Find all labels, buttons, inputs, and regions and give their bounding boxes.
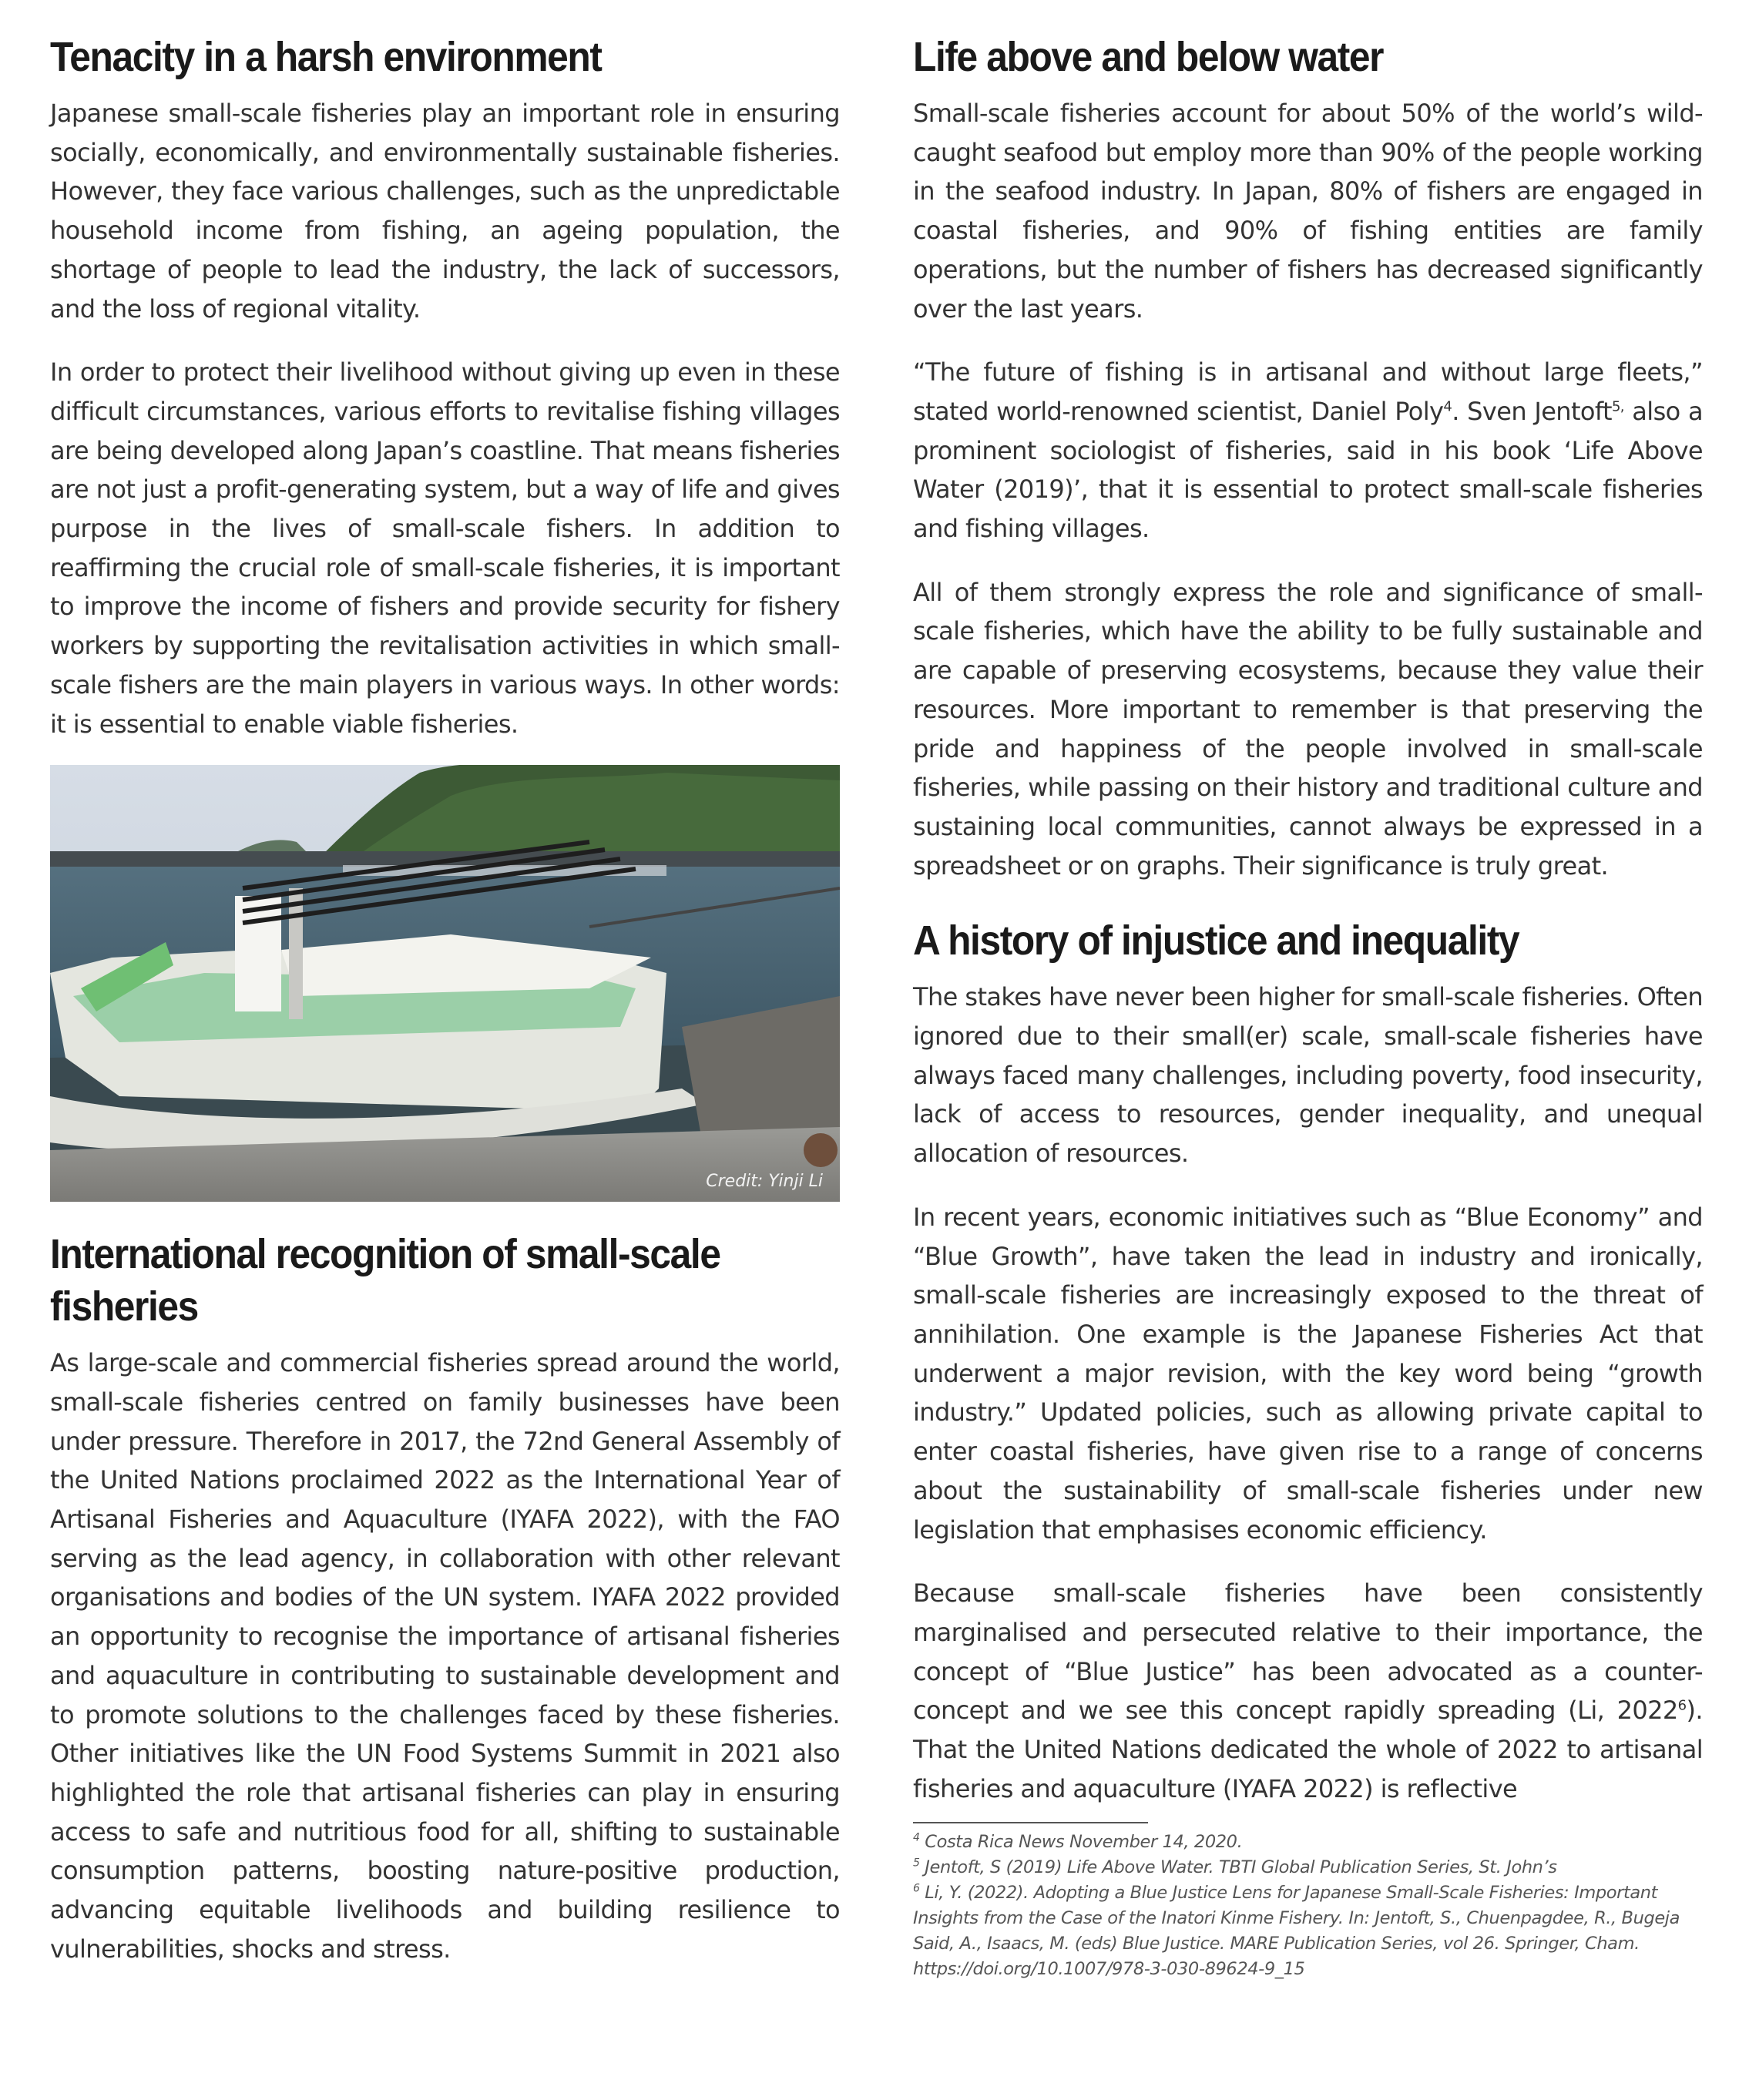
paragraph-life-1: Small-scale fisheries account for about 50% of the world’s wild-caught seafood but employ more than 90% of the people working in the seafood industry. In Japan, 80% of fishers are engaged in coastal fisheries, and 90% of fishing entities are family operations, but the number of fishers has decreased significantly over the last years.	[913, 99, 1703, 324]
footnote-text: Jentoft, S (2019) Life Above Water. TBTI Global Publication Series, St. John’s	[919, 1857, 1557, 1878]
paragraph-life-3: All of them strongly express the role and significance of small-scale fisheries, which have the ability to be fully sustainable and are capable of preserving ecosystems, because they value their resources. More important to remember is that preserving the pride and happiness of the people involved in small-scale fisheries, while passing on their history and traditional culture and sustaining local communities, cannot always be expressed in a spreadsheet or on graphs. Their significance is truly great.	[913, 577, 1703, 881]
left-column	[50, 31, 840, 1969]
paragraph-history-3	[913, 1574, 1703, 1808]
photo-credit: Credit: Yinji Li	[706, 1172, 823, 1192]
footnote-divider	[913, 1822, 1148, 1823]
footnote-ref-5: 5,	[1611, 398, 1624, 415]
paragraph-tenacity-2: In order to protect their livelihood without giving up even in these difficult circumstances, various efforts to revitalise fishing villages are being developed along Japan’s coastline. That means fisheries are not just a profit-generating system, but a way of life and gives purpose in the lives of small-scale fishers. In addition to reaffirming the crucial role of small-scale fisheries, it is important to improve the income of fishers and provide security for fishery workers by supporting the revitalisation activities in which small-scale fishers are the main players in various ways. In other words: it is essential to enable viable fisheries.	[50, 357, 840, 739]
paragraph-tenacity-1: Japanese small-scale fisheries play an important role in ensuring socially, economically, and environmentally sustainable fisheries. However, they face various challenges, such as the unpredictable household income from fishing, an ageing population, the shortage of people to lead the industry, the lack of successors, and the loss of regional vitality.	[50, 99, 840, 324]
paragraph-history-1: The stakes have never been higher for small-scale fisheries. Often ignored due to their small(er) scale, small-scale fisheries have always faced many challenges, including poverty, food insecurity, lack of access to resources, gender inequality, and unequal allocation of resources.	[913, 982, 1703, 1169]
footnote-text: Li, Y. (2022). Adopting a Blue Justice Lens for Japanese Small-Scale Fisheries: Important Insights from the Case of the Inatori Kinme Fishery. In: Jentoft, S., Chuenpagdee, R., Bugeja Said, A., Isaacs, M. (eds) Blue Justice. MARE Publication Series, vol 26. Springer, Cham. https://doi.org/10.1007/978-3-030-89624-9_15	[913, 1883, 1680, 1980]
iyafa-text: ). That the United Nations dedicated the whole of 2022 to artisanal fisheries and aquaculture (IYAFA 2022) is reflective	[913, 1696, 1703, 1803]
fishing-boat-photo	[50, 765, 840, 1202]
right-column	[913, 31, 1703, 1982]
paragraph-life-2	[913, 353, 1703, 548]
blue-justice-text: Because small-scale fisheries have been consistently marginalised and persecuted relative to their importance, the concept of “Blue Justice” has been advocated as a counter-concept and we see this concept rapidly spreading (Li, 2022	[913, 1578, 1703, 1726]
heading-life-above-below-water: Life above and below water	[913, 34, 1384, 80]
paragraph-international-recognition: As large-scale and commercial fisheries spread around the world, small-scale fisheries centred on family businesses have been under pressure. Therefore in 2017, the 72nd General Assembly of the United Nations proclaimed 2022 as the International Year of Artisanal Fisheries and Aquaculture (IYAFA 2022), with the FAO serving as the lead agency, in collaboration with other relevant organisations and bodies of the UN system. IYAFA 2022 provided an opportunity to recognise the importance of artisanal fisheries and aquaculture in contributing to sustainable development and to promote solutions to the challenges faced by these fisheries. Other initiatives like the UN Food Systems Summit in 2021 also highlighted the role that artisanal fisheries can play in ensuring access to safe and nutritious food for all, shifting to sustainable consumption patterns, boosting nature-positive production, advancing equitable livelihoods and building resilience to vulnerabilities, shocks and stress.	[50, 1348, 840, 1964]
heading-tenacity: Tenacity in a harsh environment	[50, 34, 602, 80]
footnote-number: 6	[913, 1882, 920, 1895]
footnote-6	[913, 1880, 1703, 1982]
footnotes	[913, 1830, 1703, 1982]
footnote-ref-6: 6	[1677, 1697, 1687, 1714]
boat-harbor-image	[50, 765, 840, 1202]
heading-history-injustice: A history of injustice and inequality	[913, 917, 1519, 964]
footnote-4	[913, 1830, 1703, 1855]
footnote-ref-4: 4	[1443, 398, 1452, 415]
heading-international-recognition: International recognition of small-scale fisheries	[50, 1231, 720, 1330]
sociologist-text: also a prominent sociologist of fisheries, said in his book ‘Life Above Water (2019)’, that it is essential to protect small-scale fisheries and fishing villages.	[913, 396, 1703, 544]
footnote-5	[913, 1855, 1703, 1880]
footnote-number: 4	[913, 1831, 920, 1844]
paragraph-history-2: In recent years, economic initiatives such as “Blue Economy” and “Blue Growth”, have taken the lead in industry and ironically, small-scale fisheries are increasingly exposed to the threat of annihilation. One example is the Japanese Fisheries Act that underwent a major revision, with the key word being “growth industry.” Updated policies, such as allowing private capital to enter coastal fisheries, have given rise to a range of concerns about the sustainability of small-scale fisheries under new legislation that emphasises economic efficiency.	[913, 1202, 1703, 1545]
jentoft-text: . Sven Jentoft	[1452, 396, 1612, 426]
footnote-text: Costa Rica News November 14, 2020.	[919, 1832, 1243, 1853]
footnote-number: 5	[913, 1857, 920, 1870]
quote-text: “The future of fishing is in artisanal and without large fleets,” stated world-renowned scientist, Daniel Poly	[913, 357, 1703, 426]
